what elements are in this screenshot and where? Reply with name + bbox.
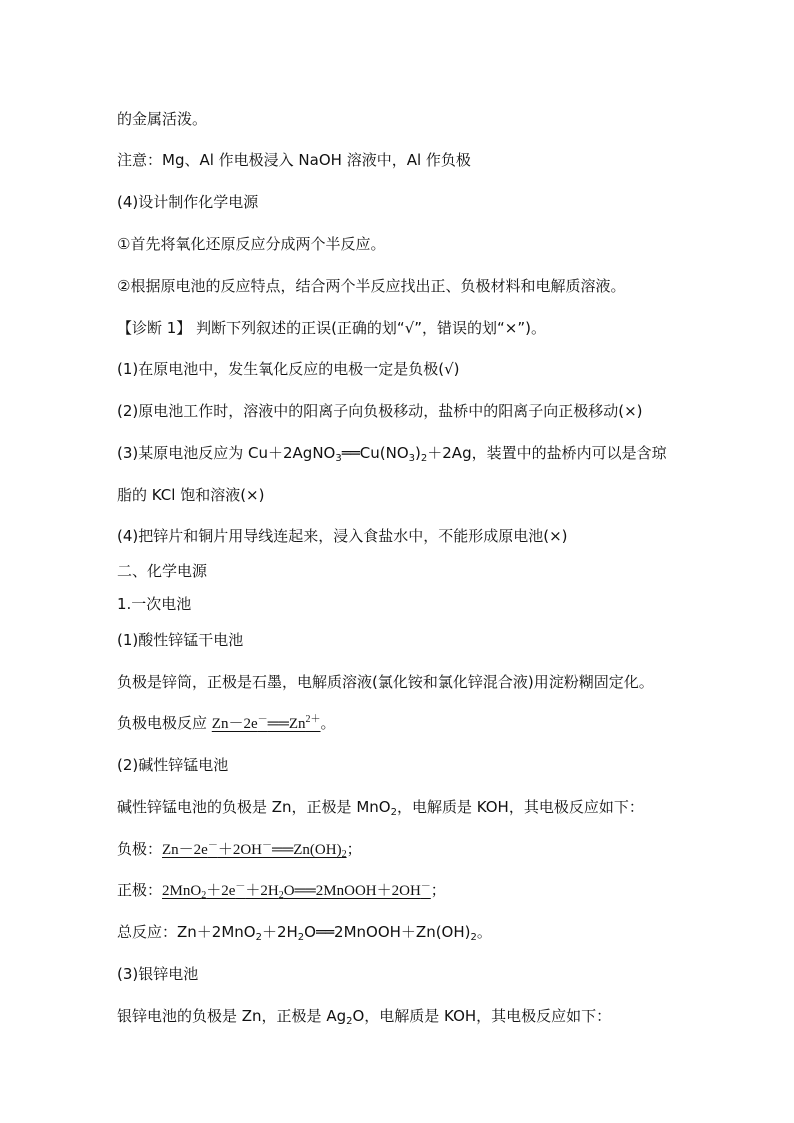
text-line-1: 的金属活泼。 [117, 110, 208, 128]
subsection-heading-1: 1.一次电池 [117, 595, 192, 613]
step-1-line: ①首先将氧化还原反应分成两个半反应。 [117, 235, 386, 253]
diagnosis-heading: 【诊断 1】 判断下列叙述的正误(正确的划“√”，错误的划“×”)。 [117, 319, 546, 337]
battery-heading-1: (1)酸性锌锰干电池 [117, 631, 244, 649]
diagnosis-item-2: (2)原电池工作时，溶液中的阳离子向负极移动，盐桥中的阳离子向正极移动(×) [117, 402, 643, 420]
equation-underlined: $Zn-2e^-+2OH^-══Zn(OH)_2$ [162, 840, 347, 860]
diagnosis-item-3-cont: 脂的 KCl 饱和溶液(×) [117, 486, 265, 504]
note-line: 注意：Mg、Al 作电极浸入 NaOH 溶液中，Al 作负极 [117, 151, 471, 169]
battery-heading-2: (2)碱性锌锰电池 [117, 756, 229, 774]
negative-reaction-2: 负极：$Zn-2e^-+2OH^-══Zn(OH)_2$； [117, 840, 362, 860]
battery-heading-3: (3)银锌电池 [117, 965, 199, 983]
positive-reaction-2: 正极：$2MnO_2+2e^-+2H_2O══2MnOOH+2OH^-$； [117, 881, 446, 901]
section-heading-4: (4)设计制作化学电源 [117, 193, 259, 211]
diagnosis-item-3: (3)某原电池反应为 $Cu+2AgNO_3══Cu(NO_3)_2+2Ag$，装置中的盐桥内可以是含琼 [117, 444, 667, 464]
step-2-line: ②根据原电池的反应特点，结合两个半反应找出正、负极材料和电解质溶液。 [117, 277, 626, 295]
battery-desc-1: 负极是锌筒，正极是石墨，电解质溶液(氯化铵和氯化锌混合液)用淀粉糊固定化。 [117, 673, 654, 691]
diagnosis-item-1: (1)在原电池中，发生氧化反应的电极一定是负极(√) [117, 360, 460, 378]
section-heading-2: 二、化学电源 [117, 562, 208, 580]
equation-underlined: $Zn-2e^-══Zn^{2+}$ [211, 714, 321, 732]
diagnosis-item-4: (4)把锌片和铜片用导线连起来，浸入食盐水中，不能形成原电池(×) [117, 527, 568, 545]
equation-underlined: $2MnO_2+2e^-+2H_2O══2MnOOH+2OH^-$ [162, 881, 431, 901]
battery-desc-3: 银锌电池的负极是 Zn，正极是 $Ag_2O$，电解质是 KOH，其电极反应如下： [117, 1007, 612, 1027]
negative-reaction-1: 负极电极反应 $Zn-2e^-══Zn^{2+}$。 [117, 714, 336, 732]
battery-desc-2: 碱性锌锰电池的负极是 Zn，正极是 MnO$_2$，电解质是 KOH，其电极反应如下： [117, 798, 644, 818]
total-reaction-2: 总反应：$Zn+2MnO_2+2H_2O══2MnOOH+Zn(OH)_2$。 [117, 923, 492, 943]
